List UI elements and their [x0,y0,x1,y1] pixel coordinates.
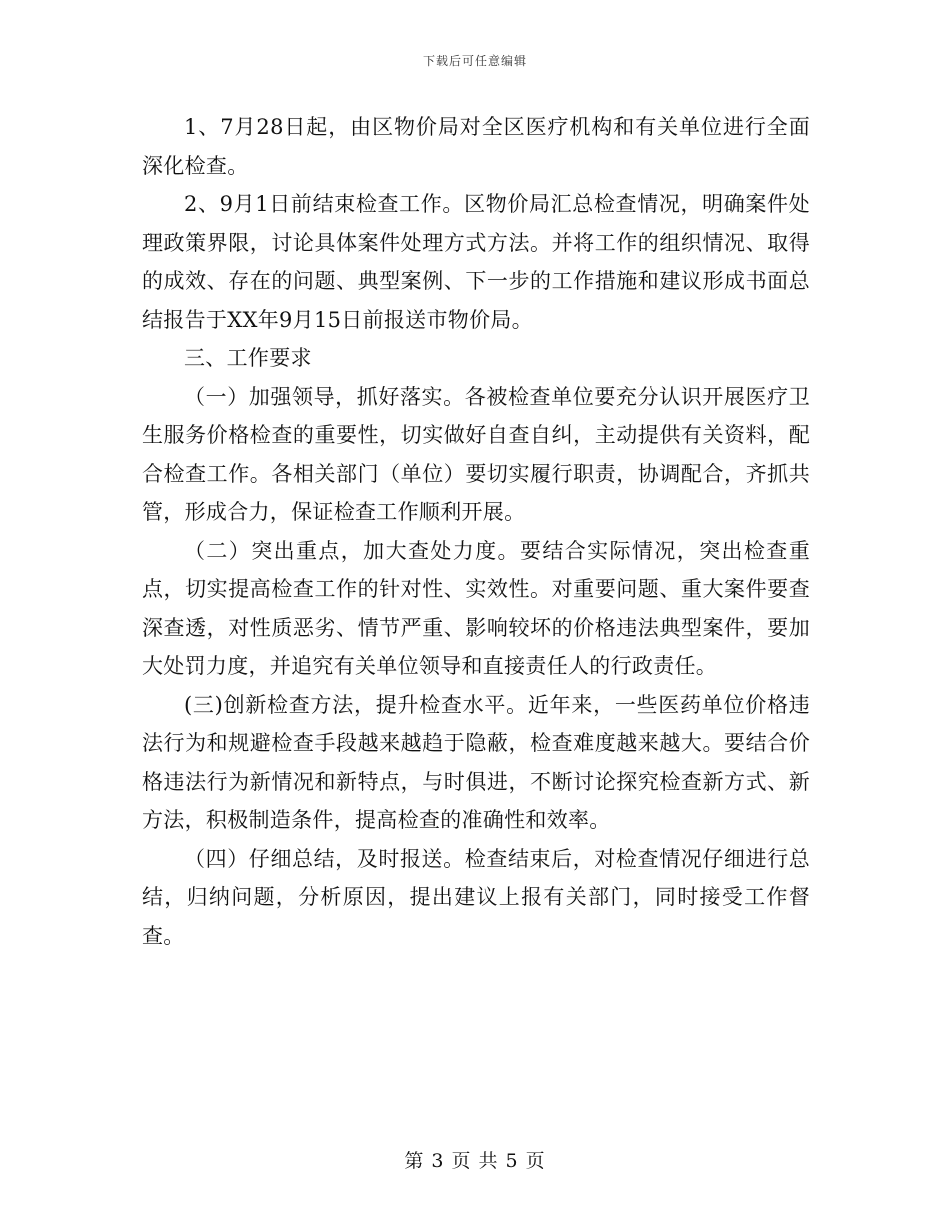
paragraph-requirement-4: （四）仔细总结，及时报送。检查结束后，对检查情况仔细进行总结，归纳问题，分析原因，提出建议上报有关部门，同时接受工作督查。 [142,846,810,948]
paragraph-requirement-1: （一）加强领导，抓好落实。各被检查单位要充分认识开展医疗卫生服务价格检查的重要性，切实做好自查自纠，主动提供有关资料，配合检查工作。各相关部门（单位）要切实履行职责，协调配合，齐抓共管，形成合力，保证检查工作顺利开展。 [142,384,810,524]
paragraph-item-1: 1、7月28日起，由区物价局对全区医疗机构和有关单位进行全面深化检查。 [142,115,810,178]
page-header: 下载后可任意编辑 [422,54,527,68]
page-number-footer: 第 3 页 共 5 页 [404,1150,546,1172]
paragraph-requirement-2: （二）突出重点，加大查处力度。要结合实际情况，突出检查重点，切实提高检查工作的针对性、实效性。对重要问题、重大案件要查深查透，对性质恶劣、情节严重、影响较坏的价格违法典型案件，要加大处罚力度，并追究有关单位领导和直接责任人的行政责任。 [142,538,810,678]
document-body [142,108,810,955]
paragraph-item-2: 2、9月1日前结束检查工作。区物价局汇总检查情况，明确案件处理政策界限，讨论具体案件处理方式方法。并将工作的组织情况、取得的成效、存在的问题、典型案例、下一步的工作措施和建议形成书面总结报告于XX年9月15日前报送市物价局。 [142,192,810,332]
section-heading-work-requirements: 三、工作要求 [184,346,312,370]
paragraph-requirement-3: (三)创新检查方法，提升检查水平。近年来，一些医药单位价格违法行为和规避检查手段越来越趋于隐蔽，检查难度越来越大。要结合价格违法行为新情况和新特点，与时俱进，不断讨论探究检查新方式、新方法，积极制造条件，提高检查的准确性和效率。 [142,692,810,832]
